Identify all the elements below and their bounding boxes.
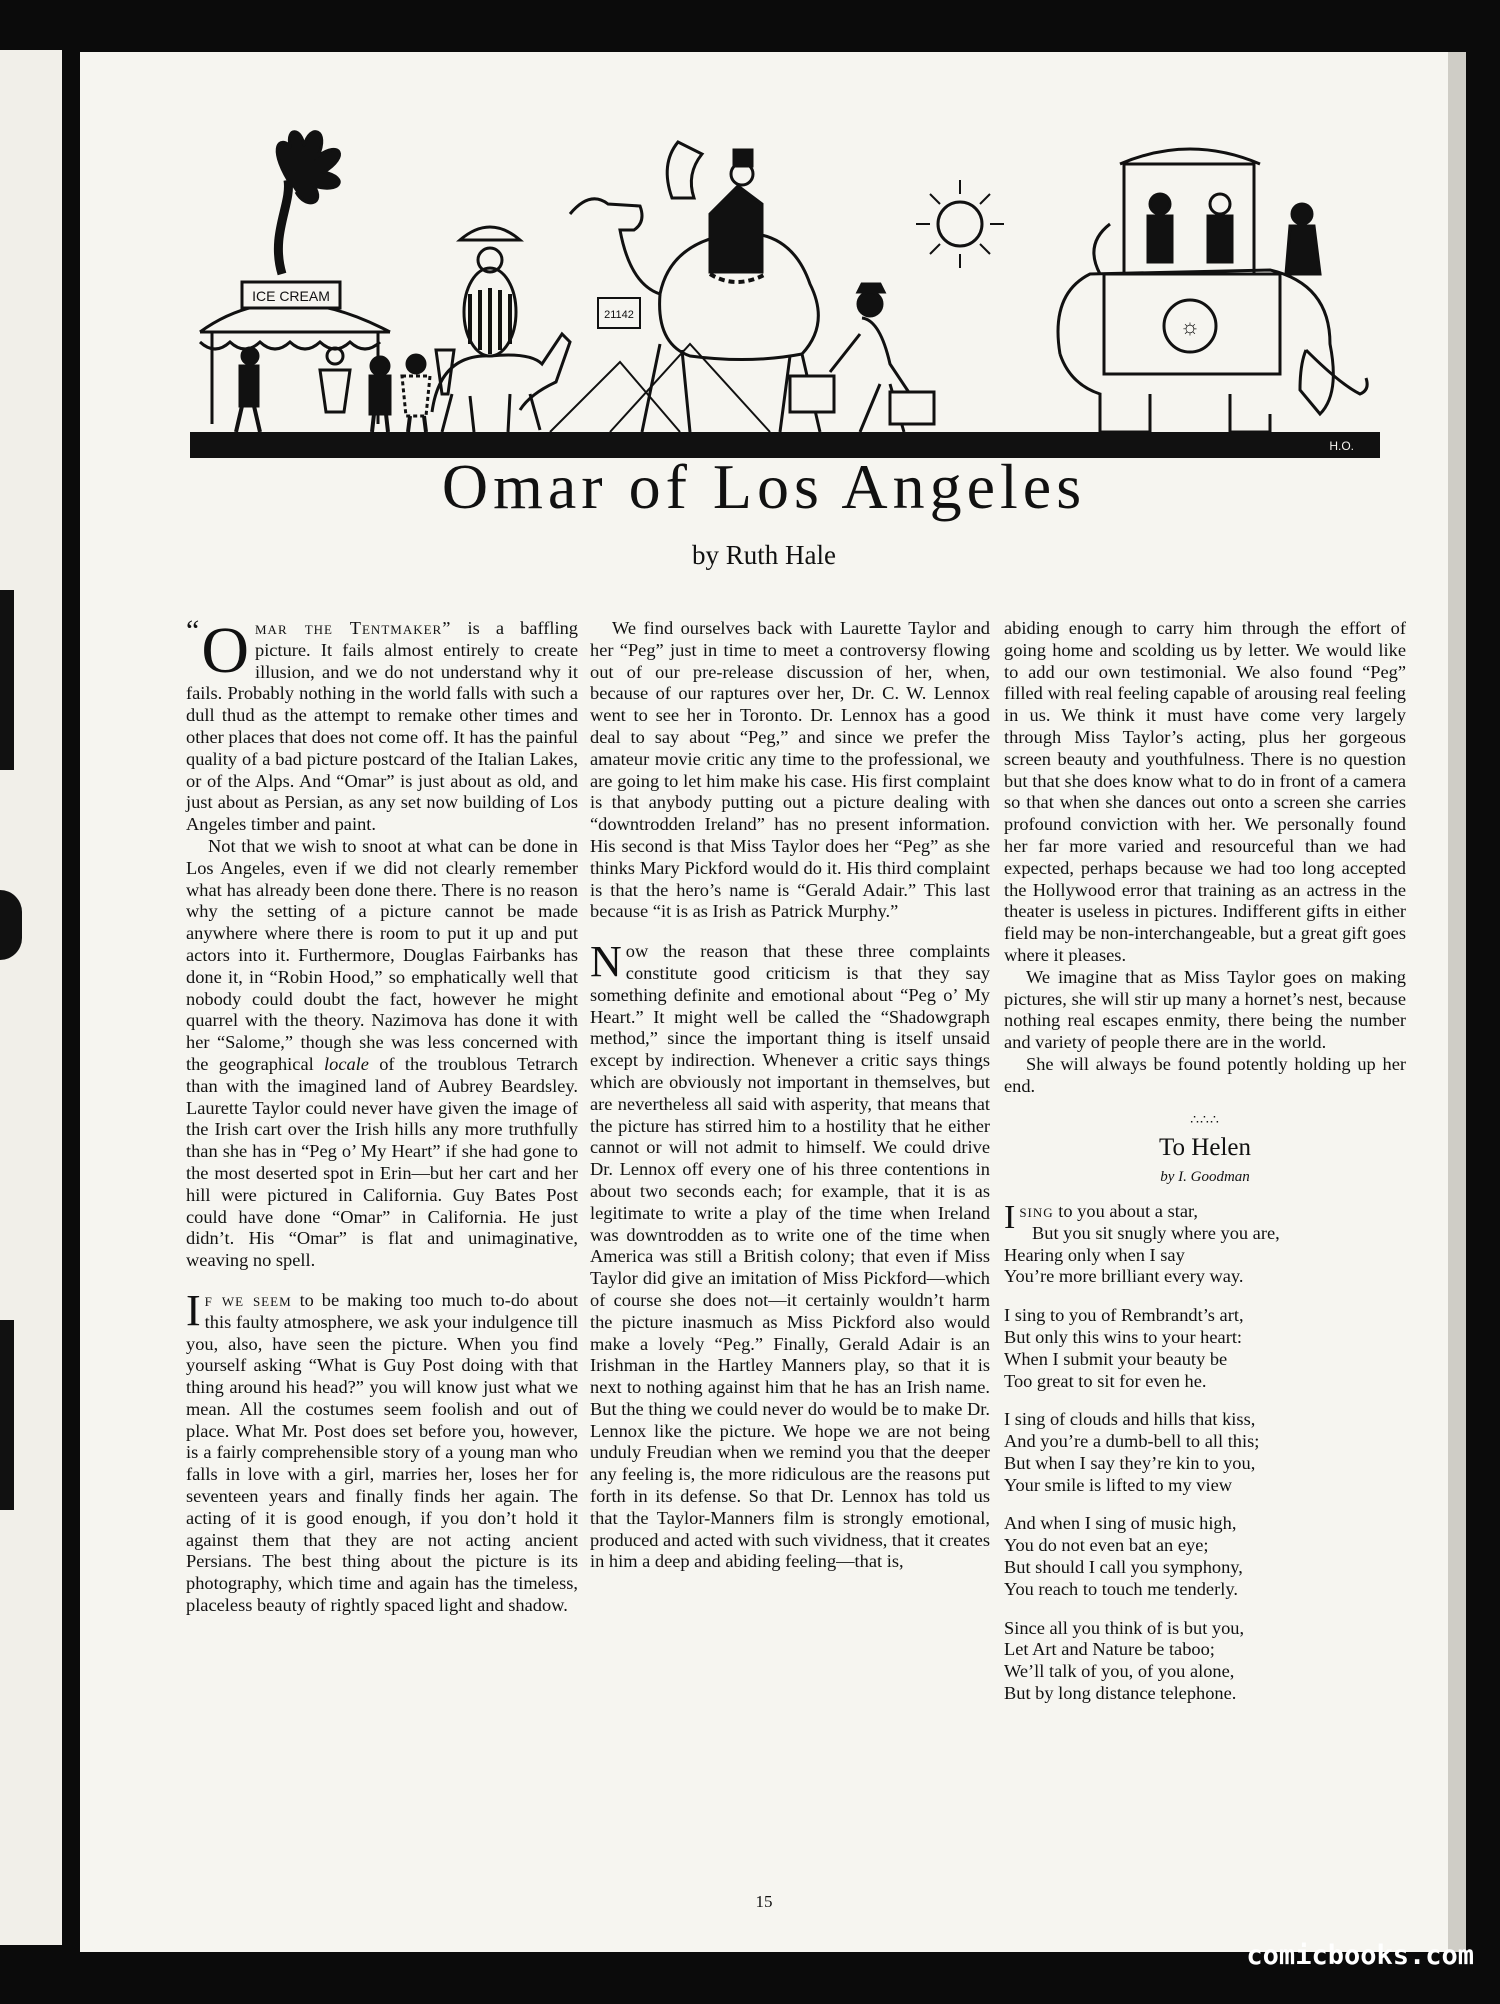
poem-byline: by I. Goodman bbox=[1160, 1169, 1250, 1186]
paragraph-text: Not that we wish to snoot at what can be done in Los Angeles, even if we did not clearly remember what has already been done there. There is no reason why the setting of a picture cannot be made anywhere where there is room to put it up and put actors into it. Furthermore, Douglas Fairbanks has done it, in “Robin Hood,” so emphatically well that nobody could doubt the fact, however he might quarrel with the theory. Nazimova has done it with her “Salome,” though she was less concerned with the geographical bbox=[186, 835, 578, 1074]
paragraph: She will always be found potently holding up her end. bbox=[1004, 1053, 1406, 1096]
section-gap bbox=[590, 923, 990, 941]
poem-stanza bbox=[1004, 1409, 1406, 1496]
paragraph-text: to be making too much to-do about this faulty atmosphere, we ask your indulgence till you, also, have seen the picture. When you find yourself asking “What is Guy Post doing with that thing around his head?” you will know just what we mean. All the costumes seem foolish and out of place. What Mr. Post does set before you, however, is a fairly comprehensible story of a young man who falls in love with a girl, marries her, loses her for seventeen years and finally finds her again. The acting of it is good enough, if you don’t hold it against them that they are not acting ancient Persians. The best thing about the picture is its photography, which time and again has the timeless, placeless beauty of rightly spaced light and shadow. bbox=[186, 1289, 579, 1616]
poem-line: Since all you think of is but you, bbox=[1004, 1617, 1245, 1638]
elephant-with-howdah bbox=[1058, 149, 1367, 432]
poem-line: Let Art and Nature be taboo; bbox=[1004, 1639, 1215, 1660]
artist-signature: H.O. bbox=[1329, 439, 1354, 453]
header-illustration bbox=[190, 94, 1380, 462]
adjacent-page-edge bbox=[0, 50, 62, 1945]
column-2 bbox=[590, 618, 990, 1573]
paragraph: We find ourselves back with Laurette Taylor and her “Peg” just in time to meet a controversy flowing out of our pre-release discussion of her, when, because of our raptures over her, Dr. C. W. Lennox went to see her in Toronto. Dr. Lennox has a good deal to say about “Peg,” and since we prefer the amateur movie critic any time to the professional, we are going to let him make his case. His first complaint is that anybody putting out a picture dealing with “downtrodden Ireland” has no present information. His second is that Miss Taylor does her “Peg” as she thinks Mary Pickford would do it. His third complaint is that the hero’s name is “Gerald Adair.” This last because “it is as Irish as Patrick Murphy.” bbox=[590, 618, 990, 922]
poem-line: I sing of clouds and hills that kiss, bbox=[1004, 1409, 1256, 1430]
small-caps-lead: mar the Tentmaker” bbox=[255, 618, 452, 638]
small-caps-lead: f we seem bbox=[204, 1289, 292, 1310]
poem-line-text: to you about a star, bbox=[1053, 1200, 1198, 1221]
stand-sign-text: ICE CREAM bbox=[252, 288, 330, 304]
poem-line: But should I call you symphony, bbox=[1004, 1557, 1243, 1578]
column-3 bbox=[1004, 618, 1406, 1722]
article-byline: by Ruth Hale bbox=[692, 540, 836, 570]
paragraph bbox=[186, 614, 578, 836]
porter-figure bbox=[790, 284, 934, 432]
section-gap bbox=[186, 1272, 578, 1290]
poem-stanza bbox=[1004, 1305, 1406, 1392]
paragraph bbox=[590, 937, 990, 1573]
page-number: 15 bbox=[755, 1892, 773, 1911]
poem-initial: I bbox=[1004, 1198, 1016, 1236]
article-title: Omar of Los Angeles bbox=[441, 451, 1087, 522]
camel-rider bbox=[570, 142, 820, 432]
crowd-figures bbox=[236, 348, 454, 432]
poem-line: You do not even bat an eye; bbox=[1004, 1535, 1209, 1556]
poem-line: And when I sing of music high, bbox=[1004, 1513, 1237, 1534]
paragraph: We imagine that as Miss Taylor goes on making pictures, she will stir up many a hornet’s nest, because nothing real escapes enmity, there being the number and variety of people there are in the world. bbox=[1004, 966, 1406, 1053]
svg-text:☼: ☼ bbox=[1179, 314, 1201, 339]
poem-title: To Helen bbox=[1159, 1134, 1251, 1162]
opening-quote-mark: “ bbox=[186, 614, 200, 647]
sun bbox=[916, 180, 1004, 268]
drop-cap: O bbox=[201, 614, 249, 687]
section-ornament: ∴∴∴ bbox=[1190, 1112, 1220, 1128]
magazine-page bbox=[80, 52, 1448, 1952]
poem-line: And you’re a dumb-bell to all this; bbox=[1004, 1431, 1260, 1452]
paragraph: abiding enough to carry him through the effort of going home and scolding us by letter. We would like to add our own testimonial. We also found “Peg” filled with real feeling capable of arousing real feeling in us. We think it must have come very largely through Miss Taylor’s acting, plus her gorgeous screen beauty and youthfulness. There is no question but that she does know what to do in front of a camera so that when she dances out onto a screen she carries profound conviction with her. We personally found her far more varied and resourceful than we had expected, perhaps because we had too long accepted the Hollywood error that training as an actress in the theater is useless in pictures. Indifferent gifts in either field may be non-interchangeable, but a great gift goes where it pleases. bbox=[1004, 618, 1406, 965]
ice-cream-stand bbox=[200, 132, 390, 424]
paragraph bbox=[186, 836, 578, 1272]
poem-stanza bbox=[1004, 1513, 1406, 1600]
poem-line: Hearing only when I say bbox=[1004, 1244, 1185, 1265]
column-1 bbox=[186, 614, 579, 1617]
paragraph-text: ow the reason that these three complaints constitute good criticism is that they say something definite and emotional about “Peg o’ My Heart.” It might well be called the “Shadowgraph method,” since the important thing is itself unsaid except by indirection. Whenever a critic says things which are obviously not important in themselves, but are nevertheless all said with asperity, that means that the picture has stirred him to a hostility that he either cannot or will not admit to himself. We could drive Dr. Lennox off every one of his three contentions in about two seconds each; for example, that it is as legitimate to write a play of the time when Ireland was downtrodden as to write one of the time when America was still a British colony; that even if Miss Taylor did give an imitation of Miss Pickford—which of course she does not—it certainly wouldn’t harm the picture inasmuch as Miss Pickford also would make a lovely “Peg.” Finally, Gerald Adair is an Irishman in the Hartley Manners play, so that it is next to nothing against him that he has an Irish name. But the thing we could never do would be to make Dr. Lennox like the picture. We hope we are not being unduly Freudian when we remind you that the deeper any feeling is, the more ridiculous are the reasons put forth in its defense. So that Dr. Lennox has told us that the Taylor-Manners film is strongly emotional, produced and acted with such vividness, that it creates in him a deep and abiding feeling—that is, bbox=[590, 941, 990, 1572]
poem-line: You reach to touch me tenderly. bbox=[1004, 1578, 1238, 1599]
pyramids bbox=[550, 344, 770, 432]
adjacent-page-ink bbox=[0, 590, 14, 770]
poem-stanza bbox=[1004, 1198, 1406, 1288]
small-caps-lead: sing bbox=[1019, 1200, 1054, 1221]
italic-word: locale bbox=[324, 1053, 369, 1074]
donkey-rider bbox=[432, 227, 570, 432]
adjacent-page-ink bbox=[0, 1320, 14, 1510]
poem-line: I sing to you of Rembrandt’s art, bbox=[1004, 1305, 1244, 1326]
site-watermark: comicbooks.com bbox=[1246, 1940, 1474, 1971]
poem-line: But by long distance telephone. bbox=[1004, 1683, 1237, 1704]
camel-tag-text: 21142 bbox=[604, 309, 634, 321]
adjacent-page-ink bbox=[0, 890, 22, 960]
poem-line: We’ll talk of you, of you alone, bbox=[1004, 1661, 1235, 1682]
poem-line: But you sit snugly where you are, bbox=[1032, 1222, 1280, 1243]
poem-line: You’re more brilliant every way. bbox=[1004, 1266, 1244, 1287]
paragraph-text: is a baffling picture. It fails almost entirely to create illusion, and we do not understand why it fails. Probably nothing in the world falls with such a dull thud as the attempt to remake other times and other places that does not come off. It has the painful quality of a bad picture postcard of the Italian Lakes, or of the Alps. And “Omar” is just about as old, and just about as Persian, as any set now building of Los Angeles timber and paint. bbox=[186, 618, 578, 835]
poem-line: When I submit your beauty be bbox=[1004, 1348, 1228, 1369]
section-initial: I bbox=[186, 1285, 201, 1335]
paragraph-text: of the troublous Tetrarch than with the imagined land of Aubrey Beardsley. Laurette Taylor could never have given the image of the Irish cart over the Irish hills any more truthfully than she has in “Peg o’ My Heart” if she had gone to the most deserted spot in Erin—but her cart and her hill were pictured in California. Guy Bates Post could have done “Omar” in California. He just didn’t. His “Omar” is flat and unimaginative, weaving no spell. bbox=[186, 1053, 579, 1271]
poem-line: Your smile is lifted to my view bbox=[1004, 1474, 1233, 1495]
poem-line: But when I say they’re kin to you, bbox=[1004, 1452, 1256, 1473]
poem-line: Too great to sit for even he. bbox=[1004, 1370, 1207, 1391]
page-spine bbox=[1448, 52, 1466, 1952]
section-initial: N bbox=[590, 937, 622, 987]
poem-stanza bbox=[1004, 1618, 1406, 1705]
poem-line: But only this wins to your heart: bbox=[1004, 1326, 1243, 1347]
paragraph bbox=[186, 1285, 579, 1617]
